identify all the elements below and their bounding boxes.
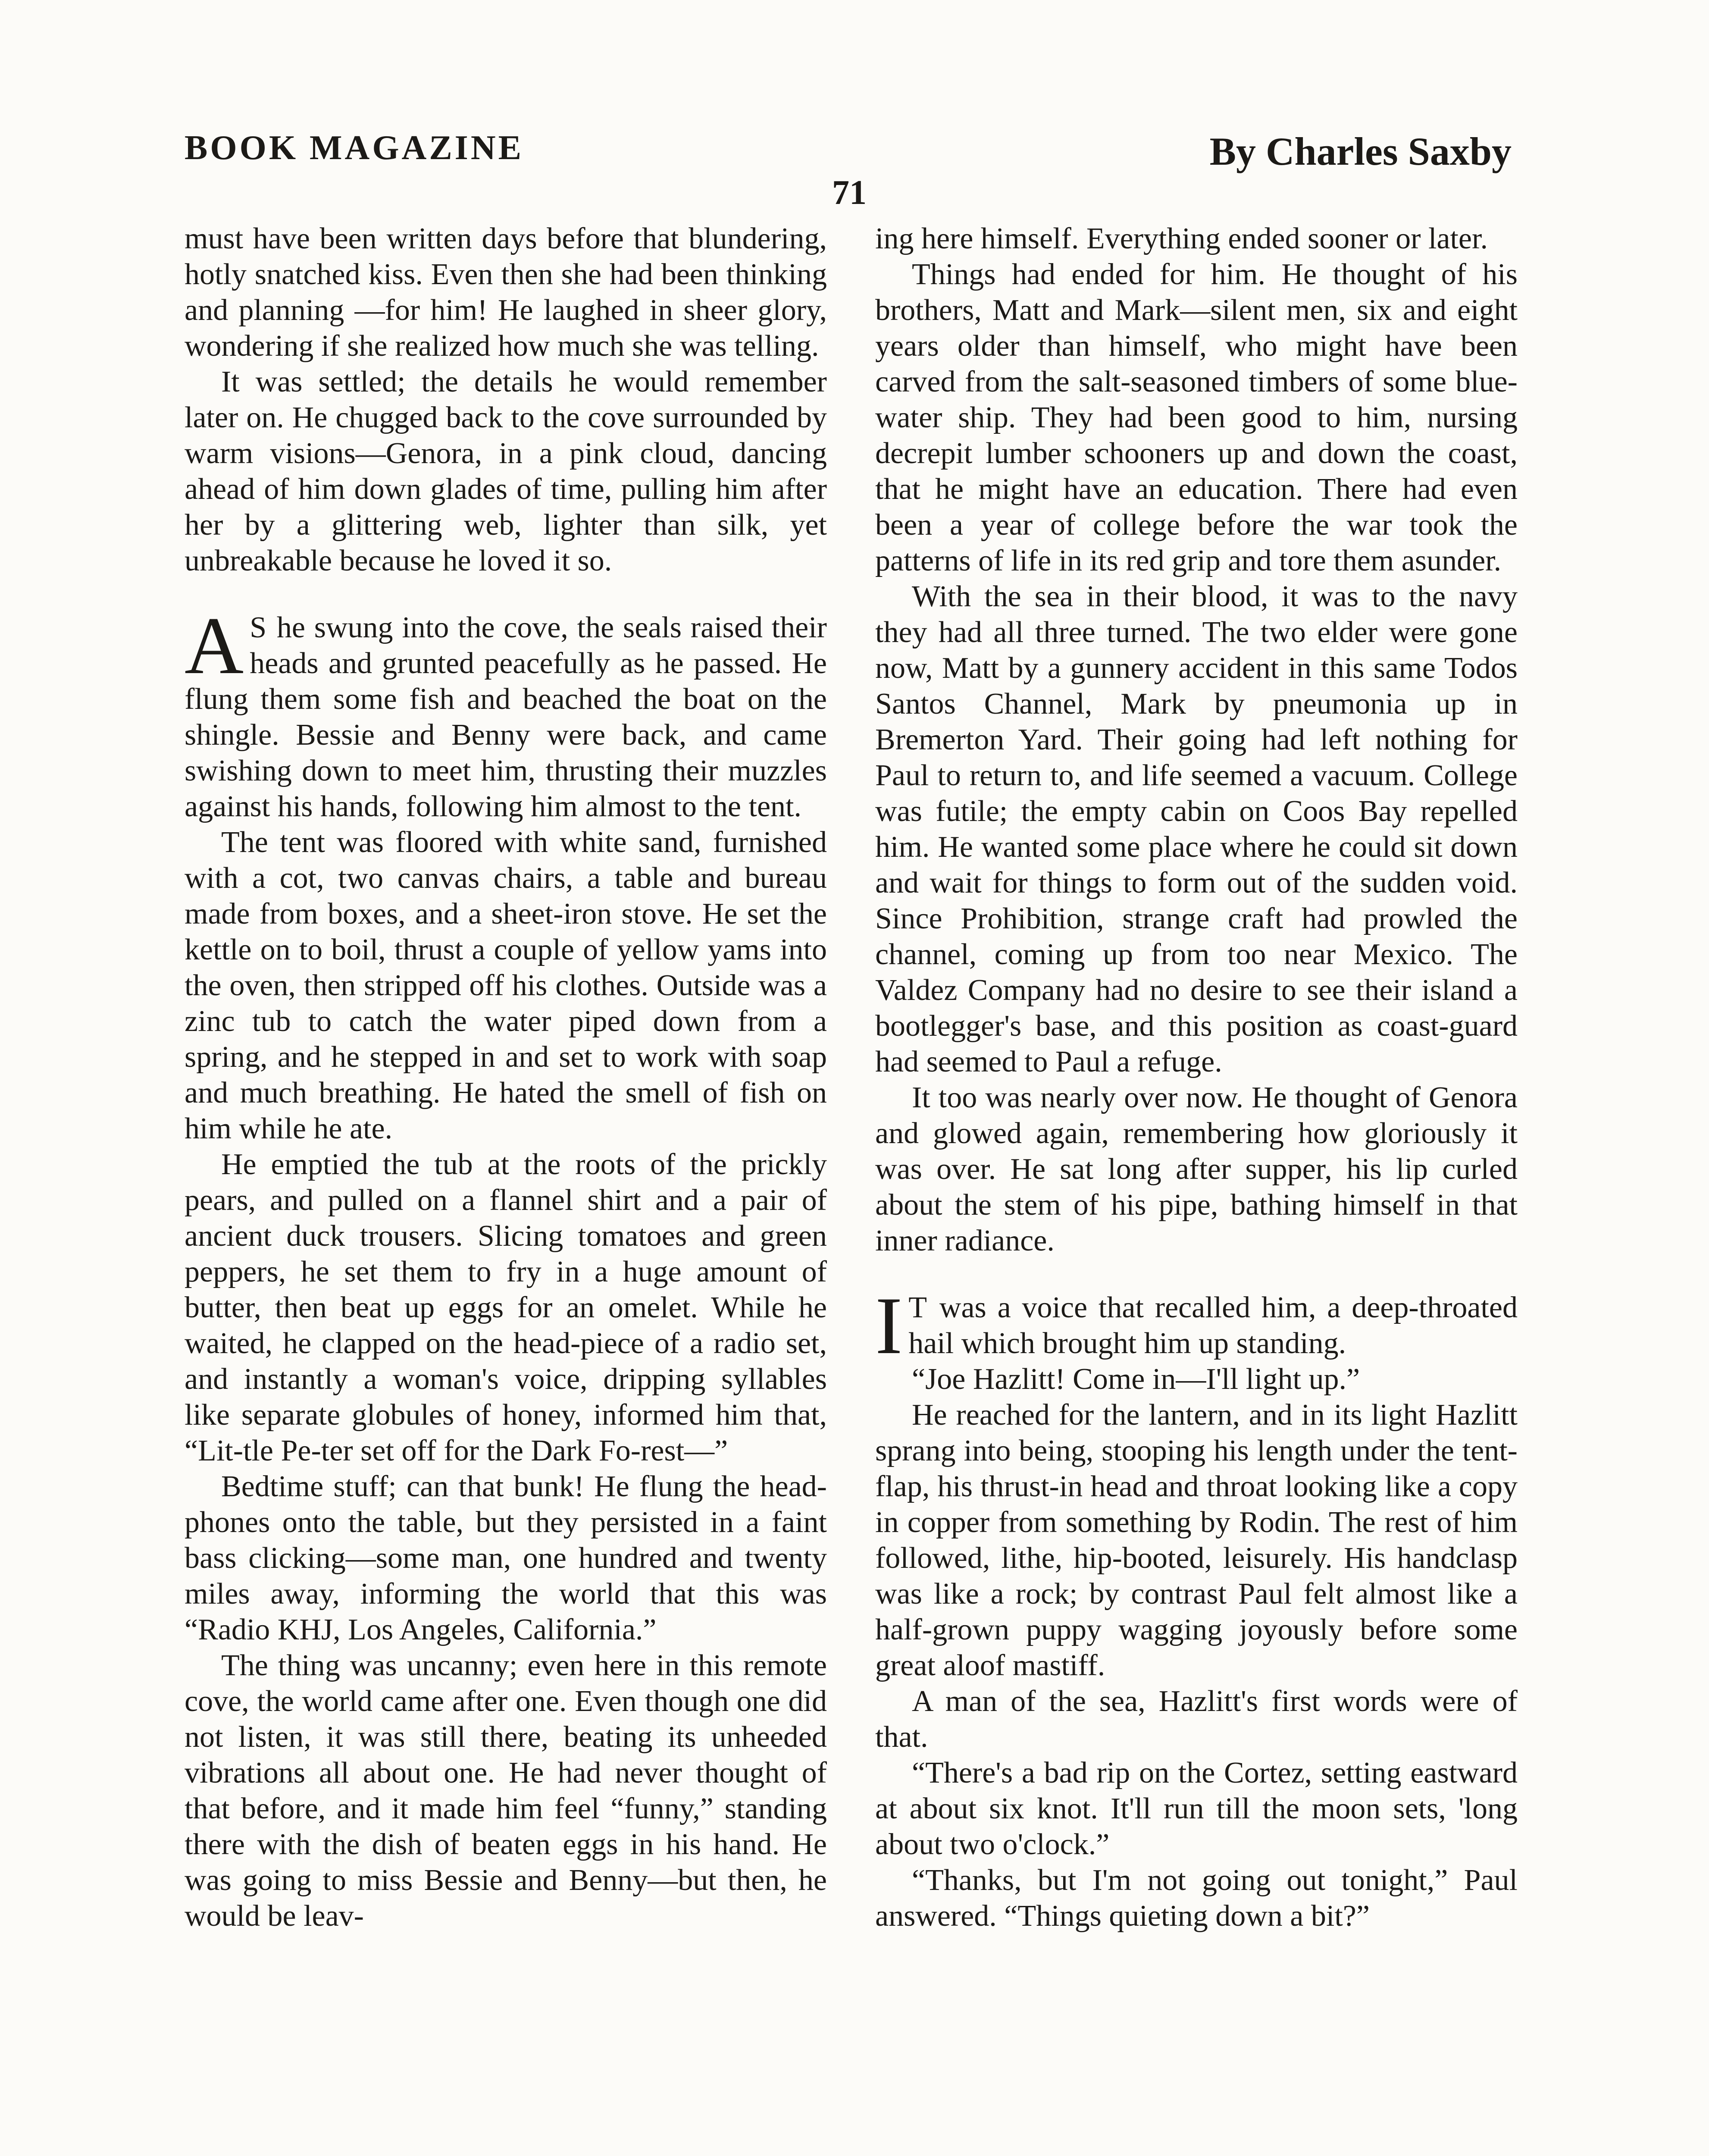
paragraph: A man of the sea, Hazlitt's first words were of that. bbox=[875, 1685, 1518, 1754]
left-column bbox=[185, 221, 827, 1934]
right-column bbox=[875, 221, 1518, 1934]
drop-cap: I bbox=[875, 1281, 903, 1371]
paragraph: The tent was floored with white sand, furnished with a cot, two canvas chairs, a table and bureau made from boxes, and a sheet-iron stove. He set the kettle on to boil, thrust a couple of yellow yams into the oven, then stripped off his clothes. Outside was a zinc tub to catch the water piped down from a spring, and he stepped in and set to work with soap and much breathing. He hated the smell of fish on him while he ate. bbox=[185, 826, 827, 1145]
section-opening-paragraph bbox=[185, 601, 827, 824]
paragraph: must have been written days before that blundering, hotly snatched kiss. Even then she had been thinking and planning —for him! He laughed in sheer glory, wondering if she realized how much she was telling. bbox=[185, 222, 827, 363]
paragraph: He emptied the tub at the roots of the prickly pears, and pulled on a flannel shirt and a pair of ancient duck trousers. Slicing tomatoes and green peppers, he set them to fry in a huge amount of butter, then beat up eggs for an omelet. While he waited, he clapped on the head-piece of a radio set, and instantly a woman's voice, dripping syllables like separate globules of honey, informed him that, “Lit-tle Pe-ter set off for the Dark Fo-rest—” bbox=[185, 1148, 827, 1467]
paragraph: ing here himself. Everything ended sooner or later. bbox=[875, 222, 1488, 255]
page-number: 71 bbox=[832, 174, 867, 212]
paragraph: He reached for the lantern, and in its light Hazlitt sprang into being, stooping his length under the tent-flap, his thrust-in head and throat looking like a copy in copper from something by Rodin. The rest of him followed, lithe, hip-booted, leisurely. His handclasp was like a rock; by contrast Paul felt almost like a half-grown puppy wagging joyously before some great aloof mastiff. bbox=[875, 1398, 1518, 1682]
small-caps: T bbox=[908, 1291, 929, 1324]
paragraph: The thing was uncanny; even here in this remote cove, the world came after one. Even though one did not listen, it was still there, beating its unheeded vibrations all about one. He had never thought of that before, and it made him feel “funny,” standing there with the dish of beaten eggs in his hand. He was going to miss Bessie and Benny—but then, he would be leav- bbox=[185, 1649, 827, 1933]
paragraph-text: was a voice that recalled him, a deep-throated hail which brought him up standing. bbox=[908, 1291, 1518, 1360]
paragraph: “Thanks, but I'm not going out tonight,” Paul answered. “Things quieting down a bit?” bbox=[875, 1864, 1518, 1933]
small-caps: S bbox=[250, 611, 268, 644]
paragraph: Things had ended for him. He thought of his brothers, Matt and Mark—silent men, six and eight years older than himself, who might have been carved from the salt-seasoned timbers of some blue-water ship. They had been good to him, nursing decrepit lumber schooners up and down the coast, that he might have an education. There had even been a year of college before the war took the patterns of life in its red grip and tore them asunder. bbox=[875, 258, 1518, 577]
author-byline: By Charles Saxby bbox=[1209, 129, 1512, 173]
paragraph: Bedtime stuff; can that bunk! He flung the head-phones onto the table, but they persisted in a faint bass clicking—some man, one hundred and twenty miles away, informing the world that this was “Radio KHJ, Los Angeles, California.” bbox=[185, 1470, 827, 1646]
magazine-title: BOOK MAGAZINE bbox=[185, 129, 524, 167]
paragraph: “Joe Hazlitt! Come in—I'll light up.” bbox=[912, 1363, 1360, 1396]
paragraph: “There's a bad rip on the Cortez, setting eastward at about six knot. It'll run till the moon sets, 'long about two o'clock.” bbox=[875, 1756, 1518, 1861]
paragraph-text: he swung into the cove, the seals raised their heads and grunted peacefully as he passed. He flung them some fish and beached the boat on the shingle. Bessie and Benny were back, and came swishing down to meet him, thrusting their muzzles against his hands, following him almost to the tent. bbox=[185, 611, 827, 823]
paragraph: It too was nearly over now. He thought of Genora and glowed again, remembering how gloriously it was over. He sat long after supper, his lip curled about the stem of his pipe, bathing himself in that inner radiance. bbox=[875, 1081, 1518, 1257]
paragraph: It was settled; the details he would remember later on. He chugged back to the cove surrounded by warm visions—Genora, in a pink cloud, dancing ahead of him down glades of time, pulling him after her by a glittering web, lighter than silk, yet unbreakable because he loved it so. bbox=[185, 365, 827, 577]
section-opening-paragraph bbox=[875, 1281, 1518, 1371]
drop-cap: A bbox=[185, 601, 244, 691]
paragraph: With the sea in their blood, it was to the navy they had all three turned. The two elder were gone now, Matt by a gunnery accident in this same Todos Santos Channel, Mark by pneumonia up in Bremerton Yard. Their going had left nothing for Paul to return to, and life seemed a vacuum. College was futile; the empty cabin on Coos Bay repelled him. He wanted some place where he could sit down and wait for things to form out of the sudden void. Since Prohibition, strange craft had prowled the channel, coming up from too near Mexico. The Valdez Company had no desire to see their island a bootlegger's base, and this position as coast-guard had seemed to Paul a refuge. bbox=[875, 580, 1518, 1078]
